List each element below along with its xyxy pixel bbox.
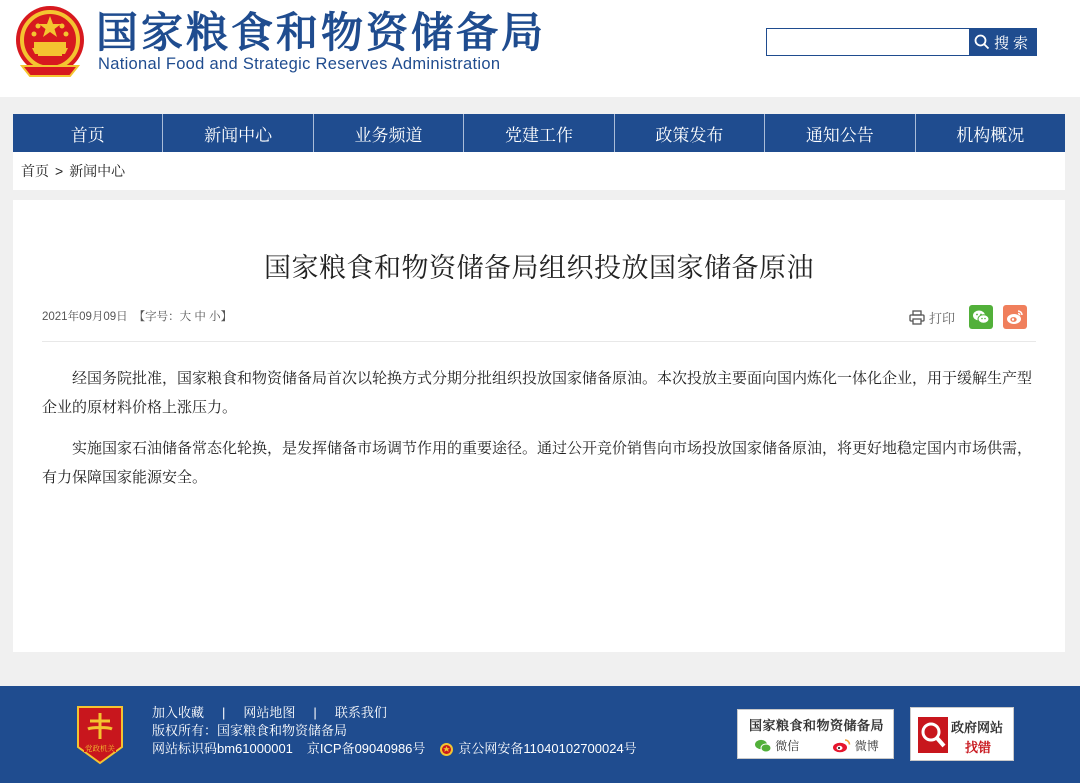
social-accounts-box bbox=[737, 709, 894, 759]
footer-wechat-link[interactable] bbox=[754, 737, 799, 754]
site-subtitle: National Food and Strategic Reserves Administration bbox=[98, 55, 501, 73]
font-size-medium[interactable]: 中 bbox=[194, 311, 206, 323]
article-tools bbox=[909, 305, 1027, 329]
article-meta bbox=[42, 308, 232, 324]
national-emblem-icon bbox=[12, 4, 88, 80]
nav-item-notices[interactable]: 通知公告 bbox=[765, 114, 915, 152]
weibo-icon bbox=[1006, 309, 1024, 325]
nav-item-about[interactable]: 机构概况 bbox=[956, 125, 1025, 145]
site-footer bbox=[0, 686, 1080, 783]
footer-police-link[interactable] bbox=[439, 740, 636, 758]
footer-copyright: 版权所有：国家粮食和物资储备局 bbox=[152, 723, 348, 738]
breadcrumb-current[interactable]: 新闻中心 bbox=[69, 163, 126, 179]
search-icon bbox=[974, 34, 990, 50]
nav-item-home[interactable]: 首页 bbox=[13, 114, 163, 152]
meta-divider bbox=[42, 341, 1036, 342]
footer-separator: | bbox=[313, 705, 317, 720]
article-date: 2021年09月09日 bbox=[42, 311, 128, 323]
wechat-icon bbox=[754, 739, 772, 753]
footer-info bbox=[152, 704, 637, 758]
nav-item-policy[interactable]: 政策发布 bbox=[615, 114, 765, 152]
nav-item-party[interactable]: 党建工作 bbox=[464, 114, 614, 152]
search-button[interactable] bbox=[969, 28, 1037, 56]
article-paragraph-2: 实施国家石油储备常态化轮换，是发挥储备市场调节作用的重要途径。通过公开竞价销售向市场投放国家储备原油，将更好地稳定国内市场供需，有力保障国家能源安全。 bbox=[42, 440, 1033, 486]
footer-link-sitemap[interactable]: 网站地图 bbox=[243, 705, 296, 720]
font-size-small[interactable]: 小 bbox=[209, 311, 221, 323]
share-wechat-button[interactable] bbox=[969, 305, 993, 329]
search-button-label: 搜索 bbox=[993, 34, 1032, 52]
magnifier-icon bbox=[916, 715, 950, 755]
police-badge-icon bbox=[439, 742, 454, 757]
article-title: 国家粮食和物资储备局组织投放国家储备原油 bbox=[264, 253, 814, 283]
error-report-line1: 政府网站 bbox=[951, 720, 1004, 735]
footer-weibo-link[interactable] bbox=[832, 737, 879, 754]
footer-weibo-label: 微博 bbox=[854, 739, 879, 753]
breadcrumb-home[interactable]: 首页 bbox=[21, 163, 49, 179]
badge-text: 党政机关 bbox=[85, 744, 115, 753]
site-title: 国家粮食和物资储备局 bbox=[96, 8, 547, 57]
footer-link-contact[interactable]: 联系我们 bbox=[334, 705, 387, 720]
nav-item-news[interactable]: 新闻中心 bbox=[163, 114, 313, 152]
party-government-badge-icon[interactable] bbox=[74, 703, 126, 765]
share-weibo-button[interactable] bbox=[1003, 305, 1027, 329]
breadcrumb-separator: > bbox=[55, 163, 64, 179]
article-paragraph-1: 经国务院批准，国家粮食和物资储备局首次以轮换方式分期分批组织投放国家储备原油。本次投放主要面向国内炼化一体化企业，用于缓解生产型企业的原材料价格上涨压力。 bbox=[42, 370, 1033, 416]
font-size-control bbox=[134, 308, 232, 324]
article bbox=[13, 200, 1065, 652]
breadcrumb bbox=[13, 152, 1065, 190]
footer-link-favorite[interactable]: 加入收藏 bbox=[152, 705, 205, 720]
weibo-icon bbox=[832, 738, 852, 753]
police-label: 京公网安备11040102700024号 bbox=[458, 741, 637, 756]
footer-site-code: 网站标识码bm61000001 bbox=[152, 741, 293, 756]
nav-item-business[interactable]: 业务频道 bbox=[314, 114, 464, 152]
footer-separator: | bbox=[222, 705, 226, 720]
gov-site-error-report[interactable] bbox=[910, 707, 1014, 761]
site-header bbox=[0, 0, 1080, 97]
social-box-title: 国家粮食和物资储备局 bbox=[748, 718, 884, 733]
print-button[interactable] bbox=[909, 308, 955, 327]
font-size-label-end: 】 bbox=[220, 311, 233, 323]
printer-icon bbox=[909, 310, 925, 325]
footer-wechat-label: 微信 bbox=[775, 739, 800, 753]
error-report-line2: 找错 bbox=[965, 740, 992, 755]
font-size-label: 【字号： bbox=[133, 311, 180, 323]
search-input[interactable] bbox=[766, 28, 970, 56]
font-size-large[interactable]: 大 bbox=[179, 311, 192, 323]
wechat-icon bbox=[972, 309, 990, 325]
print-label: 打印 bbox=[928, 310, 955, 326]
footer-icp-link[interactable]: 京ICP备09040986号 bbox=[306, 741, 426, 756]
main-nav bbox=[13, 114, 1065, 152]
